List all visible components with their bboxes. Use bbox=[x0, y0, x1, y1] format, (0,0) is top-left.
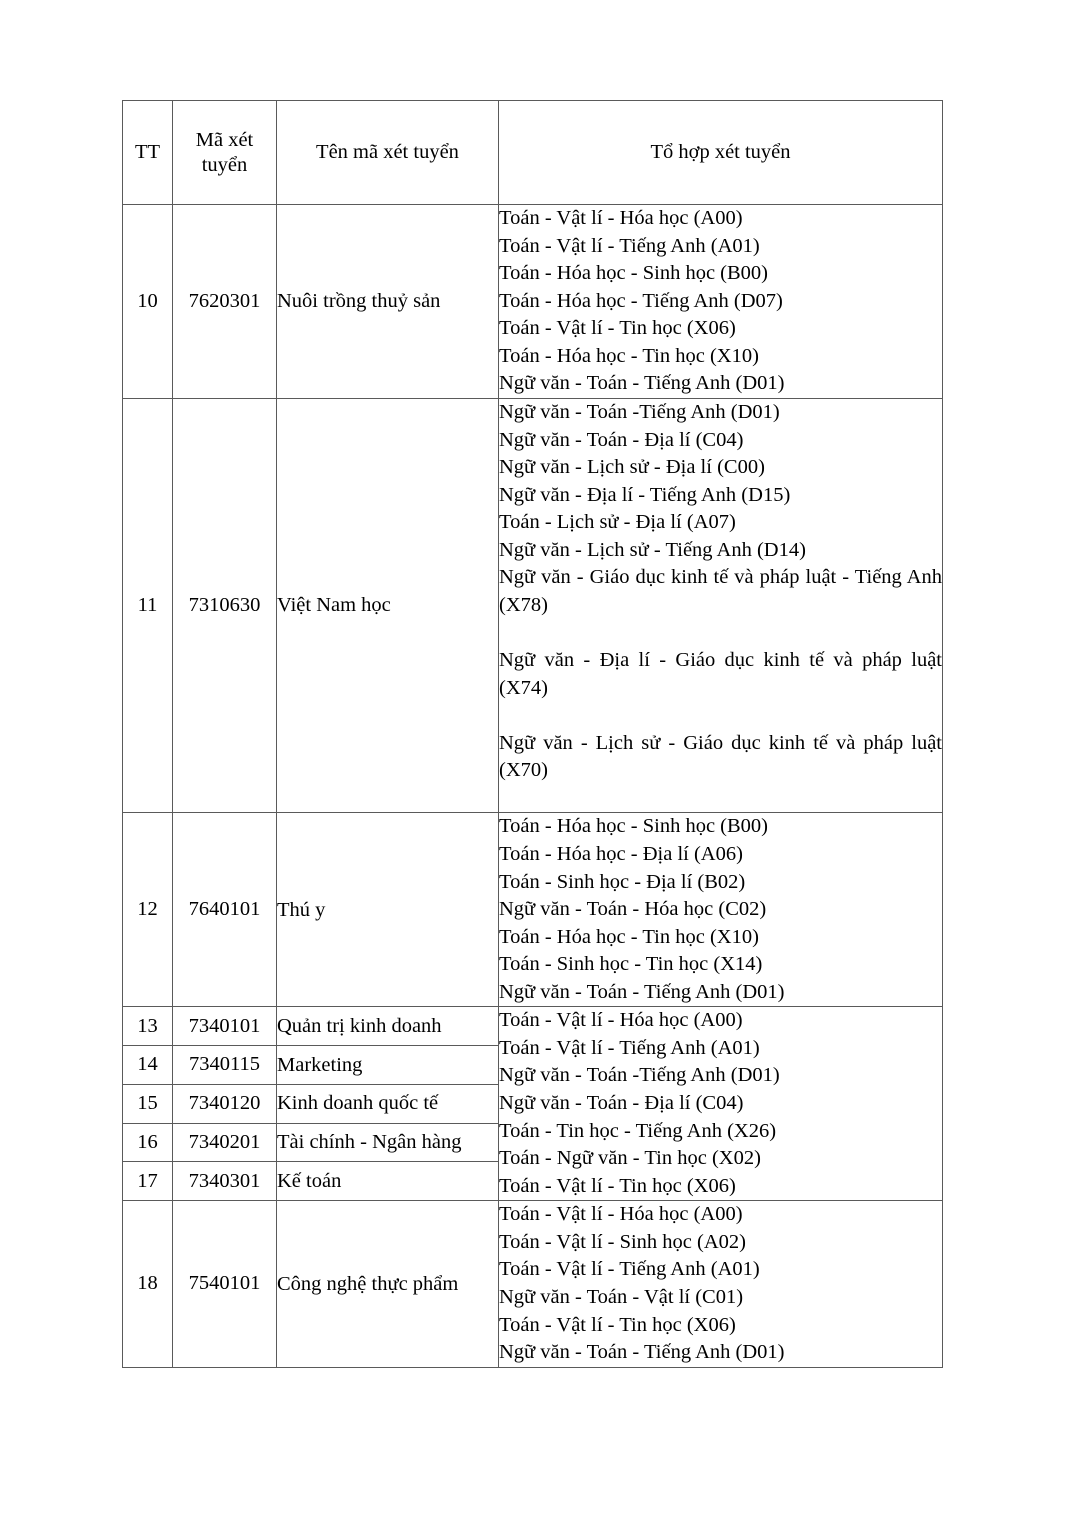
combination-item: Ngữ văn - Toán -Tiếng Anh (D01) bbox=[499, 1064, 780, 1087]
combination-list bbox=[499, 1007, 942, 1200]
combination-item: Toán - Vật lí - Tiếng Anh (A01) bbox=[499, 1258, 760, 1281]
combination-item: Toán - Hóa học - Tiếng Anh (D07) bbox=[499, 289, 783, 312]
combination-item: Ngữ văn - Lịch sử - Giáo dục kinh tế và pháp luật (X70) bbox=[499, 731, 942, 782]
combination-item: Ngữ văn - Toán - Địa lí (C04) bbox=[499, 1092, 744, 1114]
combination-item: Ngữ văn - Toán - Tiếng Anh (D01) bbox=[499, 980, 785, 1003]
row-name: Kế toán bbox=[277, 1162, 499, 1201]
combination-list bbox=[499, 205, 942, 398]
table-row bbox=[123, 1201, 943, 1367]
table-row bbox=[123, 813, 943, 1007]
row-name: Quản trị kinh doanh bbox=[277, 1007, 499, 1046]
combination-item: Ngữ văn - Lịch sử - Địa lí (C00) bbox=[499, 456, 765, 479]
row-index: 16 bbox=[123, 1123, 173, 1162]
row-index: 17 bbox=[123, 1162, 173, 1201]
row-name: Marketing bbox=[277, 1046, 499, 1085]
row-code: 7540101 bbox=[173, 1201, 277, 1367]
row-name: Nuôi trồng thuỷ sản bbox=[277, 205, 499, 399]
row-index: 15 bbox=[123, 1084, 173, 1123]
combination-item: Toán - Lịch sử - Địa lí (A07) bbox=[499, 511, 736, 534]
row-combinations bbox=[499, 205, 943, 399]
combination-item: Toán - Vật lí - Hóa học (A00) bbox=[499, 1203, 743, 1226]
row-index: 14 bbox=[123, 1046, 173, 1085]
combination-list bbox=[499, 399, 942, 812]
merged-combinations bbox=[499, 1007, 943, 1201]
combination-list bbox=[499, 813, 942, 1006]
combination-item: Toán - Vật lí - Hóa học (A00) bbox=[499, 207, 743, 229]
column-header-tt: TT bbox=[123, 101, 173, 205]
row-code: 7310630 bbox=[173, 398, 277, 812]
combination-item: Ngữ văn - Toán - Tiếng Anh (D01) bbox=[499, 372, 785, 395]
combination-list bbox=[499, 1201, 942, 1366]
combination-item: Ngữ văn - Toán - Địa lí (C04) bbox=[499, 428, 744, 451]
combination-item: Toán - Vật lí - Tiếng Anh (A01) bbox=[499, 234, 760, 257]
row-combinations bbox=[499, 813, 943, 1007]
row-name: Việt Nam học bbox=[277, 398, 499, 812]
combination-item: Ngữ văn - Toán -Tiếng Anh (D01) bbox=[499, 400, 780, 423]
combination-item: Ngữ văn - Toán - Hóa học (C02) bbox=[499, 898, 767, 921]
combination-item: Toán - Hóa học - Tin học (X10) bbox=[499, 344, 759, 367]
row-code: 7620301 bbox=[173, 205, 277, 399]
header-row bbox=[123, 101, 943, 205]
combination-item: Toán - Vật lí - Tiếng Anh (A01) bbox=[499, 1036, 760, 1059]
table-header bbox=[123, 101, 943, 205]
combination-item: Ngữ văn - Toán - Vật lí (C01) bbox=[499, 1285, 744, 1308]
combination-item: Toán - Hóa học - Địa lí (A06) bbox=[499, 842, 743, 865]
column-header-code: Mã xét tuyển bbox=[173, 101, 277, 205]
column-header-name: Tên mã xét tuyển bbox=[277, 101, 499, 205]
row-code: 7340201 bbox=[173, 1123, 277, 1162]
table-body bbox=[123, 205, 943, 1368]
row-name: Thú y bbox=[277, 813, 499, 1007]
column-header-combination: Tổ hợp xét tuyển bbox=[499, 101, 943, 205]
combination-item: Ngữ văn - Lịch sử - Tiếng Anh (D14) bbox=[499, 538, 806, 561]
combination-item: Toán - Ngữ văn - Tin học (X02) bbox=[499, 1147, 761, 1170]
row-name: Công nghệ thực phẩm bbox=[277, 1201, 499, 1367]
combination-item: Toán - Hóa học - Sinh học (B00) bbox=[499, 262, 768, 285]
row-code: 7340301 bbox=[173, 1162, 277, 1201]
combination-item: Toán - Vật lí - Hóa học (A00) bbox=[499, 1009, 743, 1032]
combination-item: Toán - Vật lí - Tin học (X06) bbox=[499, 1174, 736, 1197]
combination-item: Ngữ văn - Địa lí - Giáo dục kinh tế và pháp luật (X74) bbox=[499, 649, 942, 699]
row-combinations bbox=[499, 1201, 943, 1367]
combination-item: Toán - Sinh học - Tin học (X14) bbox=[499, 953, 763, 976]
combination-item: Ngữ văn - Địa lí - Tiếng Anh (D15) bbox=[499, 483, 791, 506]
admission-table bbox=[122, 100, 943, 1368]
row-code: 7340120 bbox=[173, 1084, 277, 1123]
row-index: 13 bbox=[123, 1007, 173, 1046]
table-row bbox=[123, 205, 943, 399]
row-code: 7640101 bbox=[173, 813, 277, 1007]
row-index: 12 bbox=[123, 813, 173, 1007]
row-code: 7340115 bbox=[173, 1046, 277, 1085]
table-row bbox=[123, 1007, 943, 1046]
row-code: 7340101 bbox=[173, 1007, 277, 1046]
combination-item: Toán - Hóa học - Tin học (X10) bbox=[499, 925, 759, 948]
row-name: Kinh doanh quốc tế bbox=[277, 1084, 499, 1123]
combination-item: Ngữ văn - Giáo dục kinh tế và pháp luật - Tiếng Anh (X78) bbox=[499, 566, 942, 616]
table-row bbox=[123, 398, 943, 812]
combination-item: Toán - Vật lí - Tin học (X06) bbox=[499, 1313, 736, 1336]
row-index: 10 bbox=[123, 205, 173, 399]
row-combinations bbox=[499, 398, 943, 812]
combination-item: Toán - Vật lí - Tin học (X06) bbox=[499, 317, 736, 340]
row-index: 18 bbox=[123, 1201, 173, 1367]
row-name: Tài chính - Ngân hàng bbox=[277, 1123, 499, 1162]
row-index: 11 bbox=[123, 398, 173, 812]
combination-item: Ngữ văn - Toán - Tiếng Anh (D01) bbox=[499, 1341, 785, 1364]
combination-item: Toán - Vật lí - Sinh học (A02) bbox=[499, 1230, 746, 1253]
combination-item: Toán - Tin học - Tiếng Anh (X26) bbox=[499, 1119, 777, 1142]
combination-item: Toán - Hóa học - Sinh học (B00) bbox=[499, 815, 768, 838]
combination-item: Toán - Sinh học - Địa lí (B02) bbox=[499, 870, 746, 893]
